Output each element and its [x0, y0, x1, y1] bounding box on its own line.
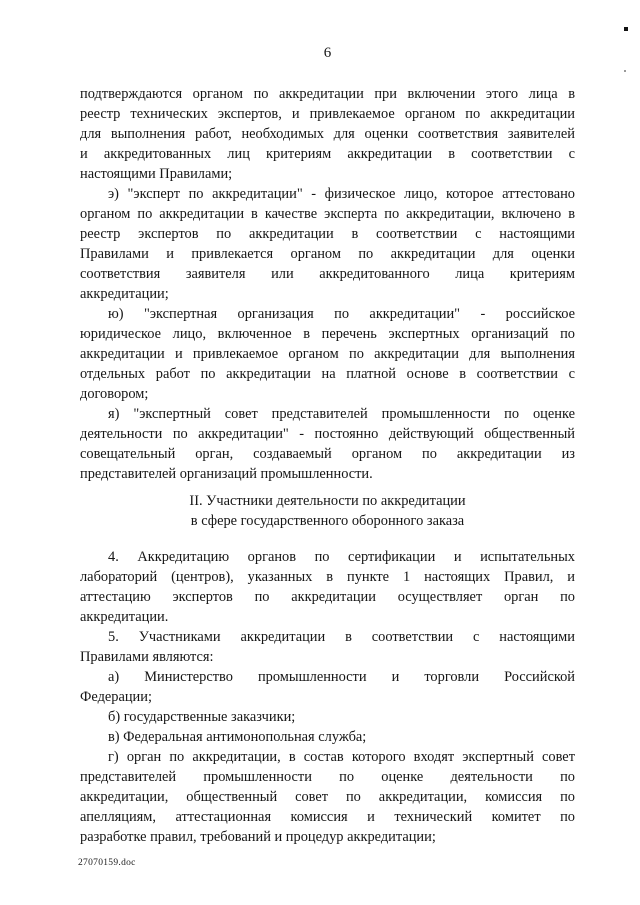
- paragraph: [80, 667, 575, 707]
- paragraph: [80, 184, 575, 304]
- text-line: соответствия заявителя или аккредитованного лица критериям: [80, 266, 575, 282]
- text-line: юридическое лицо, включенное в перечень экспертных организаций по: [80, 326, 575, 342]
- text-line: настоящими Правилами;: [80, 166, 233, 182]
- text-line: Правилами и привлекается органом по аккредитации для оценки: [80, 246, 575, 262]
- text-line: представителей промышленности по оценке деятельности по: [80, 769, 575, 785]
- footer-filename: 27070159.doc: [78, 858, 136, 868]
- paragraph: [80, 547, 575, 627]
- text-line: аккредитации.: [80, 609, 169, 625]
- paragraph: [80, 304, 575, 404]
- section-heading: [80, 491, 575, 531]
- text-line: реестр технических экспертов, и привлекаемое органом по аккредитации: [80, 106, 575, 122]
- text-line: и аккредитованных лиц критериям аккредитации в соответствии с: [80, 146, 575, 162]
- text-line: апелляциям, аттестационная комиссия и технический комитет по: [80, 809, 575, 825]
- scan-speck: [624, 27, 628, 31]
- text-line: деятельности по аккредитации" - постоянно действующий общественный: [80, 426, 575, 442]
- text-line: Правилами являются:: [80, 649, 214, 665]
- paragraph: [80, 707, 575, 727]
- text-line: аттестацию экспертов по аккредитации осуществляет орган по: [80, 589, 575, 605]
- text-line: г) орган по аккредитации, в состав которого входят экспертный совет: [108, 749, 575, 765]
- text-line: 4. Аккредитацию органов по сертификации и испытательных: [108, 549, 575, 565]
- paragraph: [80, 84, 575, 184]
- text-line: я) "экспертный совет представителей промышленности по оценке: [108, 406, 575, 422]
- text-line: в) Федеральная антимонопольная служба;: [108, 729, 367, 745]
- scan-speck: [624, 70, 626, 72]
- text-line: а) Министерство промышленности и торговли Российской: [108, 669, 575, 685]
- text-line: договором;: [80, 386, 149, 402]
- text-line: аккредитации, общественный совет по аккредитации, комиссия по: [80, 789, 575, 805]
- text-line: представителей организаций промышленности.: [80, 466, 373, 482]
- text-line: II. Участники деятельности по аккредитации: [189, 493, 466, 509]
- text-line: разработке правил, требований и процедур аккредитации;: [80, 829, 436, 845]
- text-line: органом по аккредитации в качестве эксперта по аккредитации, включено в: [80, 206, 575, 222]
- text-line: э) "эксперт по аккредитации" - физическое лицо, которое аттестовано: [108, 186, 575, 202]
- text-line: подтверждаются органом по аккредитации при включении этого лица в: [80, 86, 575, 102]
- page-number: 6: [323, 45, 332, 61]
- text-line: реестр экспертов по аккредитации в соответствии с настоящими: [80, 226, 575, 242]
- document-body: [80, 84, 575, 847]
- text-line: б) государственные заказчики;: [108, 709, 296, 725]
- text-line: 5. Участниками аккредитации в соответствии с настоящими: [108, 629, 575, 645]
- text-line: лабораторий (центров), указанных в пункте 1 настоящих Правил, и: [80, 569, 575, 585]
- text-line: отдельных работ по аккредитации на платной основе в соответствии с: [80, 366, 575, 382]
- paragraph: [80, 627, 575, 667]
- text-line: аккредитации и привлекаемое органом по аккредитации для выполнения: [80, 346, 575, 362]
- paragraph: [80, 747, 575, 847]
- text-line: в сфере государственного оборонного заказа: [190, 513, 465, 529]
- text-line: для выполнения работ, необходимых для оценки соответствия заявителей: [80, 126, 575, 142]
- paragraph: [80, 404, 575, 484]
- text-line: аккредитации;: [80, 286, 169, 302]
- text-line: ю) "экспертная организация по аккредитации" - российское: [108, 306, 575, 322]
- text-line: совещательный орган, создаваемый органом по аккредитации из: [80, 446, 575, 462]
- paragraph: [80, 727, 575, 747]
- text-line: Федерации;: [80, 689, 152, 705]
